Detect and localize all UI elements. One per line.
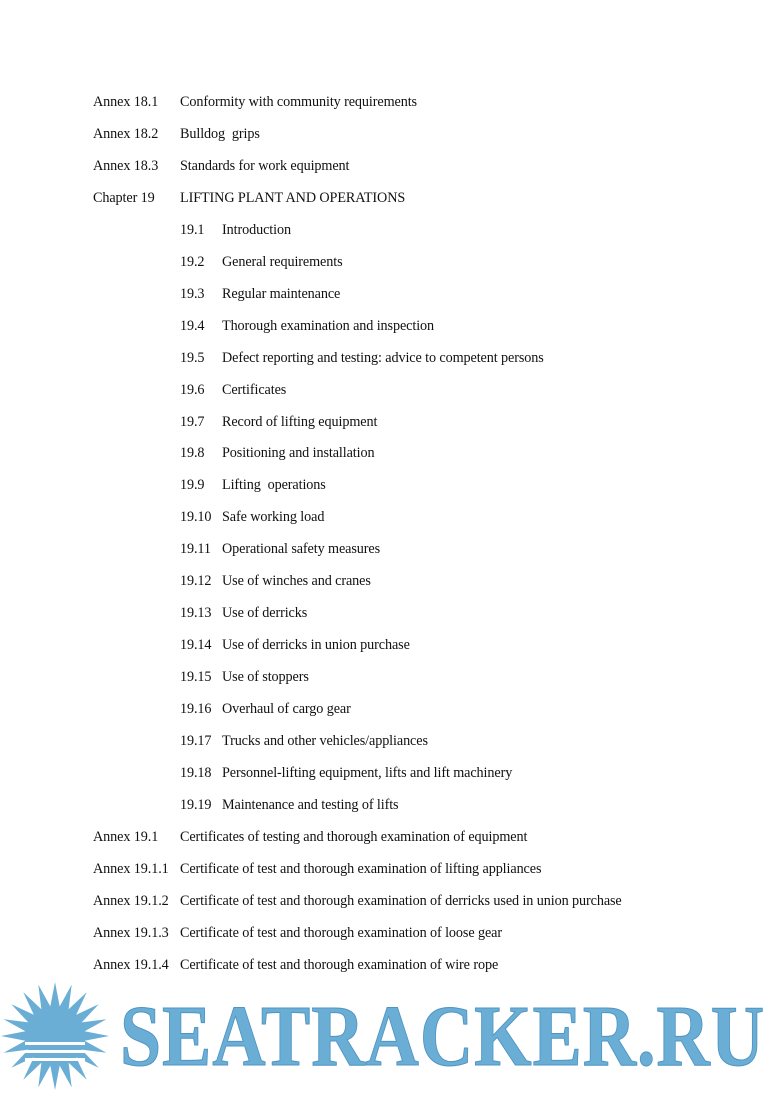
toc-entry-title: Thorough examination and inspection [222, 317, 435, 334]
toc-entry[interactable] [180, 252, 765, 272]
watermark [0, 978, 775, 1095]
toc-entry[interactable] [93, 188, 765, 208]
toc-entry-title: LIFTING PLANT AND OPERATIONS [180, 189, 406, 206]
toc-entry-number: 19.9 [180, 477, 205, 494]
toc-entry[interactable] [93, 124, 765, 144]
toc-entry[interactable] [180, 763, 765, 783]
toc-entry-number: Annex 19.1.1 [93, 860, 169, 877]
toc-entry[interactable] [180, 443, 765, 463]
toc-entry-title: Maintenance and testing of lifts [222, 796, 399, 813]
toc-entry-number: 19.13 [180, 605, 212, 622]
toc-entry-title: Certificate of test and thorough examination of lifting appliances [180, 860, 542, 877]
toc-entry-number: 19.12 [180, 573, 212, 590]
watermark-text: SEATRACKER.RU [120, 987, 765, 1084]
toc-entry-number: 19.15 [180, 669, 212, 686]
toc-entry[interactable] [180, 603, 765, 623]
toc-entry[interactable] [93, 859, 765, 879]
toc-entry-title: Trucks and other vehicles/appliances [222, 733, 428, 749]
toc-entry-number: 19.10 [180, 509, 212, 526]
toc-entry[interactable] [93, 891, 765, 911]
toc-entry-number: 19.14 [180, 637, 212, 654]
toc-entry-title: Use of derricks [222, 605, 308, 622]
toc-entry[interactable] [180, 316, 765, 336]
toc-entry-title: Personnel-lifting equipment, lifts and lift machinery [222, 764, 513, 781]
toc-entry-number: 19.16 [180, 701, 212, 717]
toc-entry[interactable] [180, 348, 765, 368]
toc-entry[interactable] [180, 284, 765, 304]
sun-burst-icon [1, 982, 109, 1090]
toc-entry[interactable] [180, 795, 765, 815]
toc-entry-title: Certificate of test and thorough examination of wire rope [180, 956, 499, 973]
toc-entry-title: Use of derricks in union purchase [222, 637, 410, 654]
toc-entry-number: 19.11 [180, 541, 211, 558]
toc-entry[interactable] [180, 220, 765, 240]
toc-entry-title: Safe working load [222, 509, 325, 526]
toc-entry-number: Chapter 19 [93, 189, 155, 206]
toc-entry-number: 19.17 [180, 733, 212, 749]
toc-entry-title: Certificate of test and thorough examination of loose gear [180, 924, 502, 941]
toc-entry-title: Overhaul of cargo gear [222, 701, 351, 717]
toc-entry-title: General requirements [222, 253, 343, 270]
toc-entry[interactable] [180, 475, 765, 495]
toc-entry[interactable] [93, 923, 765, 943]
toc-entry[interactable] [180, 539, 765, 559]
toc-entry-number: 19.4 [180, 317, 205, 334]
toc-entry-number: 19.2 [180, 253, 205, 270]
toc-entry-number: 19.7 [180, 413, 205, 430]
toc-entry-title: Certificates of testing and thorough examination of equipment [180, 828, 528, 845]
toc-entry[interactable] [180, 731, 765, 751]
toc-entry[interactable] [93, 92, 765, 112]
toc-entry[interactable] [180, 380, 765, 400]
toc-entry-title: Conformity with community requirements [180, 94, 417, 110]
toc-entry[interactable] [180, 571, 765, 591]
toc-entry[interactable] [180, 412, 765, 432]
toc-entry-number: Annex 19.1.3 [93, 924, 169, 941]
toc-entry-number: 19.5 [180, 349, 205, 366]
toc-entry-title: Lifting operations [222, 477, 326, 494]
toc-entry[interactable] [93, 955, 765, 975]
toc-entry[interactable] [180, 507, 765, 527]
toc-entry-number: 19.19 [180, 796, 212, 813]
toc-entry-title: Bulldog grips [180, 126, 260, 142]
toc-entry-title: Positioning and installation [222, 445, 375, 462]
toc-entry[interactable] [93, 827, 765, 847]
toc-entry-number: 19.1 [180, 221, 205, 238]
toc-entry-number: 19.8 [180, 445, 205, 462]
toc-entry[interactable] [180, 699, 765, 719]
toc-entry-number: Annex 18.2 [93, 126, 159, 142]
toc-entry[interactable] [93, 156, 765, 176]
toc-entry-title: Use of stoppers [222, 669, 309, 686]
toc-entry-title: Operational safety measures [222, 541, 381, 558]
toc-entry-number: 19.6 [180, 381, 205, 398]
toc-entry-number: Annex 19.1.4 [93, 956, 169, 973]
toc-entry-title: Certificate of test and thorough examination of derricks used in union purchase [180, 892, 622, 909]
toc-entry[interactable] [180, 667, 765, 687]
toc-entry-number: Annex 18.1 [93, 94, 159, 110]
toc-entry-title: Record of lifting equipment [222, 413, 378, 430]
toc-entry-number: 19.18 [180, 764, 212, 781]
toc-entry[interactable] [180, 635, 765, 655]
toc-entry-number: 19.3 [180, 285, 205, 302]
toc-entry-title: Certificates [222, 381, 287, 398]
toc-entry-title: Regular maintenance [222, 285, 341, 302]
toc-entry-title: Introduction [222, 221, 291, 238]
toc-entry-number: Annex 19.1 [93, 828, 159, 845]
toc-entry-number: Annex 18.3 [93, 157, 159, 174]
toc-entry-title: Standards for work equipment [180, 157, 350, 174]
toc-entry-title: Use of winches and cranes [222, 573, 371, 590]
toc-entry-title: Defect reporting and testing: advice to competent persons [222, 349, 544, 366]
toc-entry-number: Annex 19.1.2 [93, 892, 169, 909]
